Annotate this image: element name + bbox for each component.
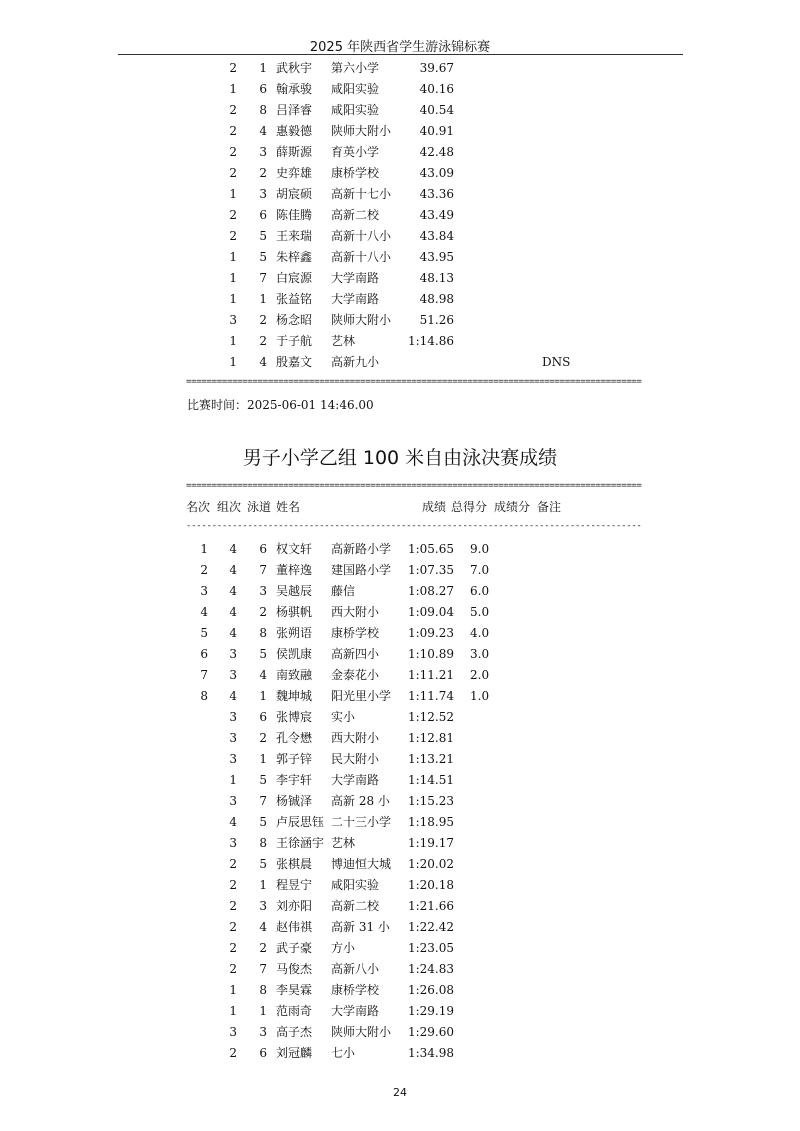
athlete-name: 吴越辰: [276, 584, 313, 598]
school-name: 陕师大附小: [331, 1025, 392, 1039]
group-cell: 2: [229, 920, 237, 934]
table-row: [0, 791, 800, 812]
group-cell: 2: [229, 962, 237, 976]
table-row: [0, 959, 800, 980]
group-cell: 2: [229, 166, 237, 180]
col-header-lane: 泳道: [247, 500, 272, 514]
result-time: 40.16: [419, 82, 454, 96]
group-cell: 2: [229, 899, 237, 913]
group-cell: 1: [229, 250, 237, 264]
points-cell: 4.0: [470, 626, 490, 640]
group-cell: 3: [229, 313, 237, 327]
lane-cell: 6: [259, 1046, 267, 1060]
athlete-name: 杨骐帆: [276, 605, 313, 619]
group-cell: 1: [229, 983, 237, 997]
athlete-name: 程昱宁: [276, 878, 313, 892]
lane-cell: 7: [259, 962, 267, 976]
lane-cell: 5: [259, 647, 267, 661]
athlete-name: 权文轩: [276, 542, 313, 556]
table-row: [0, 1043, 800, 1064]
table-row: [0, 205, 800, 226]
group-cell: 2: [229, 124, 237, 138]
lane-cell: 8: [259, 103, 267, 117]
table-row: [0, 707, 800, 728]
group-cell: 3: [229, 752, 237, 766]
points-cell: 6.0: [470, 584, 490, 598]
group-cell: 2: [229, 1046, 237, 1060]
athlete-name: 郭子锌: [276, 752, 313, 766]
result-time: 40.91: [419, 124, 454, 138]
school-name: 高新 31 小: [331, 920, 390, 934]
athlete-name: 王徐涵宇: [276, 836, 325, 850]
rank-cell: 1: [200, 542, 208, 556]
table-row: [0, 602, 800, 623]
group-cell: 3: [229, 710, 237, 724]
result-time: 1:20.02: [407, 857, 454, 871]
table-row: [0, 289, 800, 310]
athlete-name: 范雨奇: [276, 1004, 313, 1018]
school-name: 大学南路: [331, 271, 380, 285]
result-time: 1:15.23: [407, 794, 454, 808]
group-cell: 4: [229, 689, 237, 703]
group-cell: 4: [229, 605, 237, 619]
result-time: 1:09.23: [407, 626, 454, 640]
school-name: 高新十八小: [331, 250, 392, 264]
lane-cell: 4: [259, 668, 267, 682]
athlete-name: 白宸源: [276, 271, 313, 285]
school-name: 阳光里小学: [331, 689, 392, 703]
lane-cell: 1: [259, 689, 267, 703]
result-time: 40.54: [419, 103, 454, 117]
result-time: 43.36: [419, 187, 454, 201]
athlete-name: 翰承骏: [276, 82, 313, 96]
rank-cell: 6: [200, 647, 208, 661]
lane-cell: 3: [259, 899, 267, 913]
result-time: 1:11.21: [407, 668, 454, 682]
table-row: [0, 1022, 800, 1043]
lane-cell: 2: [259, 166, 267, 180]
group-cell: 4: [229, 563, 237, 577]
points-cell: 2.0: [470, 668, 490, 682]
lane-cell: 6: [259, 710, 267, 724]
lane-cell: 2: [259, 941, 267, 955]
points-cell: 3.0: [470, 647, 490, 661]
result-time: 1:09.04: [407, 605, 454, 619]
result-time: 51.26: [419, 313, 454, 327]
athlete-name: 陈佳腾: [276, 208, 313, 222]
school-name: 咸阳实验: [331, 878, 380, 892]
result-time: 43.49: [419, 208, 454, 222]
athlete-name: 赵伟祺: [276, 920, 313, 934]
athlete-name: 魏坤城: [276, 689, 313, 703]
athlete-name: 董梓逸: [276, 563, 313, 577]
result-time: 1:19.17: [407, 836, 454, 850]
athlete-name: 史弈雄: [276, 166, 313, 180]
col-header-name: 姓名: [276, 500, 301, 514]
result-time: 1:05.65: [407, 542, 454, 556]
match-time: 比赛时间：2025-06-01 14:46.00: [187, 398, 374, 412]
school-name: 康桥学校: [331, 166, 380, 180]
athlete-name: 刘冠麟: [276, 1046, 313, 1060]
table-row: [0, 79, 800, 100]
athlete-name: 王来瑞: [276, 229, 313, 243]
table-row: [0, 812, 800, 833]
table-row: [0, 728, 800, 749]
group-cell: 2: [229, 208, 237, 222]
lane-cell: 7: [259, 271, 267, 285]
group-cell: 4: [229, 626, 237, 640]
result-time: 39.67: [419, 61, 454, 75]
school-name: 康桥学校: [331, 626, 380, 640]
table-row: [0, 686, 800, 707]
table-row: [0, 896, 800, 917]
table-row: [0, 268, 800, 289]
table-row: [0, 226, 800, 247]
school-name: 实小: [331, 710, 356, 724]
event-title: 男子小学乙组 100 米自由泳决赛成绩: [242, 447, 558, 469]
school-name: 大学南路: [331, 292, 380, 306]
table-row: [0, 58, 800, 79]
school-name: 大学南路: [331, 1004, 380, 1018]
lane-cell: 3: [259, 187, 267, 201]
result-time: 42.48: [419, 145, 454, 159]
school-name: 金泰花小: [331, 668, 380, 682]
school-name: 藤信: [331, 584, 356, 598]
group-cell: 3: [229, 668, 237, 682]
lane-cell: 2: [259, 605, 267, 619]
athlete-name: 张博宸: [276, 710, 313, 724]
lane-cell: 5: [259, 773, 267, 787]
lane-cell: 6: [259, 542, 267, 556]
athlete-name: 李昊霖: [276, 983, 313, 997]
school-name: 育英小学: [331, 145, 380, 159]
group-cell: 4: [229, 584, 237, 598]
result-time: 43.95: [419, 250, 454, 264]
group-cell: 2: [229, 103, 237, 117]
table-row: [0, 1001, 800, 1022]
table-row: [0, 749, 800, 770]
group-cell: 1: [229, 1004, 237, 1018]
table-row: [0, 854, 800, 875]
school-name: 康桥学校: [331, 983, 380, 997]
table-row: [0, 644, 800, 665]
col-header-rank: 名次: [186, 500, 211, 514]
points-cell: 1.0: [470, 689, 490, 703]
group-cell: 2: [229, 61, 237, 75]
lane-cell: 8: [259, 836, 267, 850]
school-name: 高新 28 小: [331, 794, 390, 808]
school-name: 咸阳实验: [331, 82, 380, 96]
points-cell: 7.0: [470, 563, 490, 577]
table-row: [0, 875, 800, 896]
athlete-name: 张朔语: [276, 626, 313, 640]
group-cell: 1: [229, 292, 237, 306]
result-time: 1:12.81: [407, 731, 454, 745]
lane-cell: 8: [259, 983, 267, 997]
school-name: 高新四小: [331, 647, 380, 661]
col-header-note: 备注: [537, 500, 562, 514]
athlete-name: 高子杰: [276, 1025, 313, 1039]
group-cell: 1: [229, 82, 237, 96]
athlete-name: 杨铖泽: [276, 794, 313, 808]
group-cell: 1: [229, 773, 237, 787]
athlete-name: 杨念昭: [276, 313, 313, 327]
athlete-name: 武秋宇: [276, 61, 313, 75]
athlete-name: 李宇轩: [276, 773, 313, 787]
rank-cell: 7: [200, 668, 208, 682]
athlete-name: 吕泽睿: [276, 103, 313, 117]
group-cell: 2: [229, 878, 237, 892]
separator-line: =========================================================================================: [186, 481, 642, 491]
result-time: 1:24.83: [407, 962, 454, 976]
group-cell: 2: [229, 941, 237, 955]
group-cell: 3: [229, 731, 237, 745]
school-name: 第六小学: [331, 61, 380, 75]
lane-cell: 4: [259, 355, 267, 369]
table-row: [0, 581, 800, 602]
result-time: 48.13: [419, 271, 454, 285]
result-time: 1:12.52: [407, 710, 454, 724]
table-row: [0, 917, 800, 938]
table-row: [0, 121, 800, 142]
lane-cell: 3: [259, 584, 267, 598]
school-name: 高新八小: [331, 962, 380, 976]
lane-cell: 1: [259, 1004, 267, 1018]
table-row: [0, 980, 800, 1001]
result-time: 1:29.19: [407, 1004, 454, 1018]
separator-line: -----------------------------------------------------------------------------------------: [186, 521, 642, 531]
group-cell: 1: [229, 187, 237, 201]
lane-cell: 7: [259, 563, 267, 577]
lane-cell: 1: [259, 878, 267, 892]
lane-cell: 2: [259, 334, 267, 348]
athlete-name: 薛斯源: [276, 145, 313, 159]
rank-cell: 8: [200, 689, 208, 703]
result-time: 1:29.60: [407, 1025, 454, 1039]
group-cell: 3: [229, 836, 237, 850]
lane-cell: 5: [259, 229, 267, 243]
table-row: [0, 938, 800, 959]
athlete-name: 武子豪: [276, 941, 313, 955]
result-time: 1:14.51: [407, 773, 454, 787]
page-number: 24: [393, 1086, 407, 1099]
school-name: 民大附小: [331, 752, 380, 766]
table-row: [0, 770, 800, 791]
school-name: 高新二校: [331, 899, 380, 913]
points-cell: 9.0: [470, 542, 490, 556]
lane-cell: 2: [259, 313, 267, 327]
lane-cell: 7: [259, 794, 267, 808]
school-name: 高新路小学: [331, 542, 392, 556]
separator-line: =========================================================================================: [186, 377, 642, 387]
school-name: 西大附小: [331, 731, 380, 745]
lane-cell: 4: [259, 920, 267, 934]
result-time: 1:21.66: [407, 899, 454, 913]
school-name: 高新十八小: [331, 229, 392, 243]
column-headers: [186, 498, 596, 518]
group-cell: 4: [229, 542, 237, 556]
school-name: 艺林: [331, 334, 356, 348]
school-name: 西大附小: [331, 605, 380, 619]
athlete-name: 张棋晨: [276, 857, 313, 871]
athlete-name: 南致融: [276, 668, 313, 682]
col-header-score: 成绩分: [494, 500, 531, 514]
result-time: 1:11.74: [407, 689, 454, 703]
lane-cell: 6: [259, 208, 267, 222]
group-cell: 3: [229, 1025, 237, 1039]
rank-cell: 3: [200, 584, 208, 598]
lane-cell: 3: [259, 145, 267, 159]
athlete-name: 胡宸硕: [276, 187, 313, 201]
rank-cell: 4: [200, 605, 208, 619]
lane-cell: 1: [259, 752, 267, 766]
group-cell: 1: [229, 355, 237, 369]
table-row: [0, 352, 800, 373]
result-time: 1:23.05: [407, 941, 454, 955]
group-cell: 1: [229, 334, 237, 348]
result-time: 43.09: [419, 166, 454, 180]
rank-cell: 5: [200, 626, 208, 640]
lane-cell: 4: [259, 124, 267, 138]
athlete-name: 孔令懋: [276, 731, 313, 745]
school-name: 大学南路: [331, 773, 380, 787]
school-name: 陕师大附小: [331, 313, 392, 327]
lane-cell: 3: [259, 1025, 267, 1039]
result-time: 1:26.08: [407, 983, 454, 997]
group-cell: 2: [229, 145, 237, 159]
group-cell: 2: [229, 857, 237, 871]
group-cell: 2: [229, 229, 237, 243]
athlete-name: 刘亦阳: [276, 899, 313, 913]
athlete-name: 朱梓鑫: [276, 250, 313, 264]
school-name: 咸阳实验: [331, 103, 380, 117]
table-row: [0, 833, 800, 854]
table-row: [0, 623, 800, 644]
result-time: 1:13.21: [407, 752, 454, 766]
table-row: [0, 184, 800, 205]
result-time: 1:10.89: [407, 647, 454, 661]
result-time: 1:22.42: [407, 920, 454, 934]
group-cell: 4: [229, 815, 237, 829]
school-name: 方小: [331, 941, 356, 955]
table-row: [0, 100, 800, 121]
result-time: 1:18.95: [407, 815, 454, 829]
table-row: [0, 665, 800, 686]
lane-cell: 2: [259, 731, 267, 745]
school-name: 艺林: [331, 836, 356, 850]
result-time: 1:08.27: [407, 584, 454, 598]
note-cell: DNS: [542, 355, 571, 369]
school-name: 高新九小: [331, 355, 380, 369]
result-time: 48.98: [419, 292, 454, 306]
athlete-name: 张益铭: [276, 292, 313, 306]
table-row: [0, 539, 800, 560]
lane-cell: 6: [259, 82, 267, 96]
result-time: 1:14.86: [407, 334, 454, 348]
table-row: [0, 331, 800, 352]
table-row: [0, 310, 800, 331]
athlete-name: 殷嘉文: [276, 355, 313, 369]
result-time: 43.84: [419, 229, 454, 243]
header-rule: [118, 54, 683, 55]
lane-cell: 8: [259, 626, 267, 640]
result-time: 1:34.98: [407, 1046, 454, 1060]
rank-cell: 2: [200, 563, 208, 577]
athlete-name: 惠毅德: [276, 124, 313, 138]
school-name: 七小: [331, 1046, 356, 1060]
col-header-time: 成绩: [422, 500, 447, 514]
athlete-name: 于子航: [276, 334, 313, 348]
col-header-total: 总得分: [451, 500, 488, 514]
group-cell: 3: [229, 794, 237, 808]
school-name: 高新二校: [331, 208, 380, 222]
lane-cell: 1: [259, 61, 267, 75]
points-cell: 5.0: [470, 605, 490, 619]
school-name: 高新十七小: [331, 187, 392, 201]
page-header-title: 2025 年陕西省学生游泳锦标赛: [309, 40, 491, 55]
lane-cell: 1: [259, 292, 267, 306]
col-header-group: 组次: [217, 500, 242, 514]
school-name: 二十三小学: [331, 815, 392, 829]
table-row: [0, 163, 800, 184]
school-name: 建国路小学: [331, 563, 392, 577]
lane-cell: 5: [259, 857, 267, 871]
athlete-name: 马俊杰: [276, 962, 313, 976]
result-time: 1:20.18: [407, 878, 454, 892]
lane-cell: 5: [259, 250, 267, 264]
result-time: 1:07.35: [407, 563, 454, 577]
table-row: [0, 247, 800, 268]
school-name: 陕师大附小: [331, 124, 392, 138]
athlete-name: 侯凯康: [276, 647, 313, 661]
group-cell: 3: [229, 647, 237, 661]
athlete-name: 卢辰思钰: [276, 815, 325, 829]
table-row: [0, 142, 800, 163]
lane-cell: 5: [259, 815, 267, 829]
school-name: 博迪恒大城: [331, 857, 392, 871]
group-cell: 1: [229, 271, 237, 285]
table-row: [0, 560, 800, 581]
